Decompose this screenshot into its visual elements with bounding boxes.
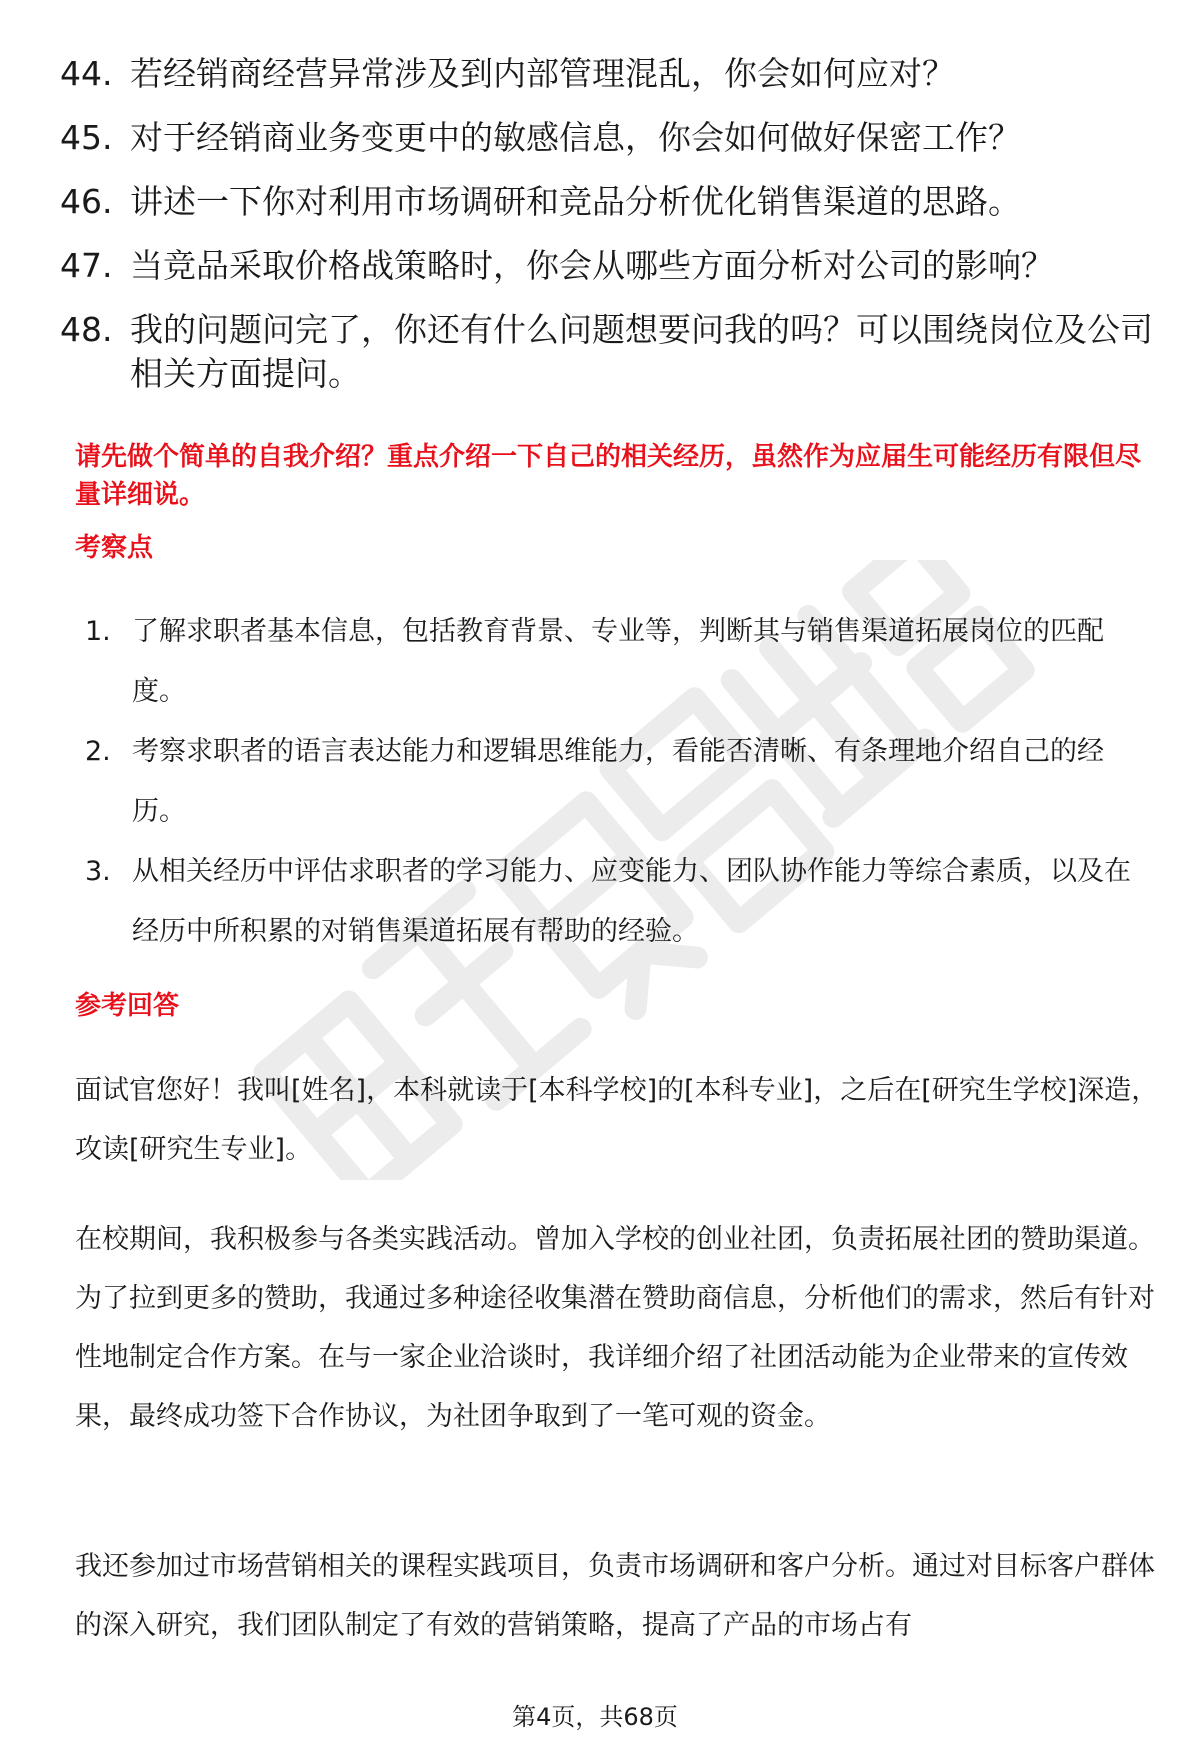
key-point-item <box>85 722 1165 842</box>
key-points-title: 考察点 <box>75 533 154 563</box>
question-text: 对于经销商业务变更中的敏感信息，你会如何做好保密工作？ <box>130 118 1021 157</box>
key-points-list <box>85 602 1165 962</box>
reference-answer-title: 参考回答 <box>75 991 180 1021</box>
question-item <box>60 180 1160 224</box>
question-number: 44. <box>60 54 113 93</box>
key-point-number: 2. <box>85 736 111 767</box>
key-point-number: 1. <box>85 616 111 647</box>
key-point-text: 考察求职者的语言表达能力和逻辑思维能力，看能否清晰、有条理地介绍自己的经历。 <box>132 736 1104 827</box>
answer-paragraph: 我还参加过市场营销相关的课程实践项目，负责市场调研和客户分析。通过对目标客户群体的深入研究，我们团队制定了有效的营销策略，提高了产品的市场占有 <box>75 1551 1155 1641</box>
question-item <box>60 308 1160 396</box>
question-text: 讲述一下你对利用市场调研和竞品分析优化销售渠道的思路。 <box>130 182 1021 221</box>
key-point-text: 了解求职者基本信息，包括教育背景、专业等，判断其与销售渠道拓展岗位的匹配度。 <box>132 616 1104 707</box>
key-point-number: 3. <box>85 856 111 887</box>
page-footer: 第4页，共68页 <box>512 1703 678 1731</box>
highlight-question: 请先做个简单的自我介绍？重点介绍一下自己的相关经历，虽然作为应届生可能经历有限但尽量详细说。 <box>75 442 1142 510</box>
key-point-item <box>85 842 1165 962</box>
question-number: 46. <box>60 182 113 221</box>
question-item <box>60 116 1160 160</box>
question-text: 我的问题问完了，你还有什么问题想要问我的吗？可以围绕岗位及公司相关方面提问。 <box>130 310 1153 393</box>
key-point-item <box>85 602 1165 722</box>
answer-paragraph: 面试官您好！我叫[姓名]，本科就读于[本科学校]的[本科专业]，之后在[研究生学校]深造，攻读[研究生专业]。 <box>75 1075 1159 1165</box>
question-number: 47. <box>60 246 113 285</box>
question-number: 48. <box>60 310 113 349</box>
question-number: 45. <box>60 118 113 157</box>
question-text: 当竞品采取价格战策略时，你会从哪些方面分析对公司的影响？ <box>130 246 1054 285</box>
question-item <box>60 244 1160 288</box>
question-list <box>60 52 1160 416</box>
question-item <box>60 52 1160 96</box>
answer-paragraph: 在校期间，我积极参与各类实践活动。曾加入学校的创业社团，负责拓展社团的赞助渠道。为了拉到更多的赞助，我通过多种途径收集潜在赞助商信息，分析他们的需求，然后有针对性地制定合作方案。在与一家企业洽谈时，我详细介绍了社团活动能为企业带来的宣传效果，最终成功签下合作协议，为社团争取到了一笔可观的资金。 <box>75 1224 1155 1432</box>
question-text: 若经销商经营异常涉及到内部管理混乱，你会如何应对？ <box>130 54 955 93</box>
key-point-text: 从相关经历中评估求职者的学习能力、应变能力、团队协作能力等综合素质，以及在经历中所积累的对销售渠道拓展有帮助的经验。 <box>132 856 1131 947</box>
